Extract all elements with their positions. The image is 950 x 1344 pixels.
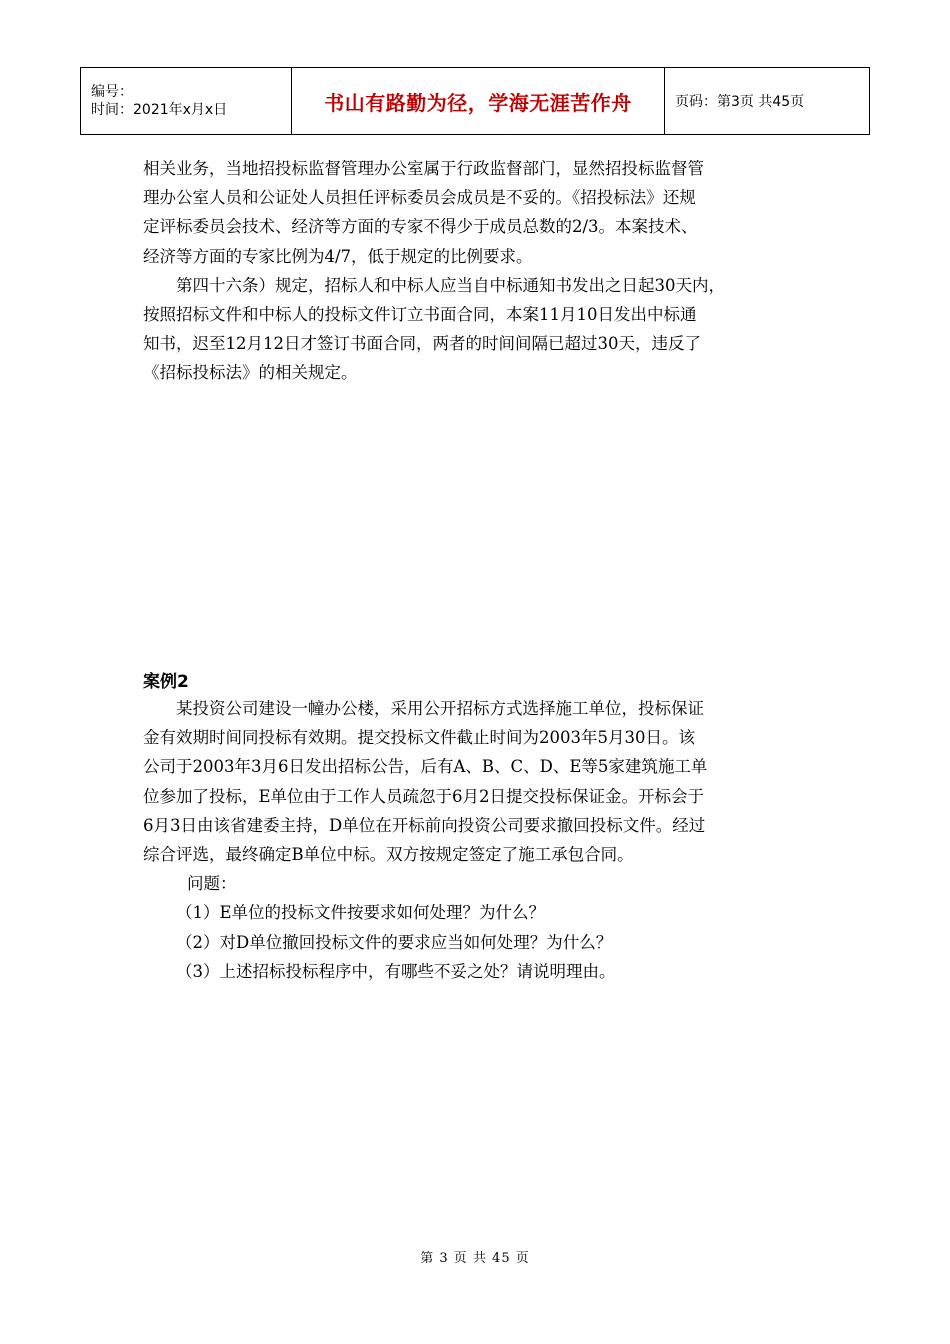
text-line: 综合评选，最终确定B单位中标。双方按规定签定了施工承包合同。 — [143, 845, 634, 865]
text-line: 相关业务，当地招投标监督管理办公室属于行政监督部门，显然招投标监督管 — [143, 159, 704, 178]
header-page-number: 页码：第3页 共45页 — [665, 68, 870, 135]
paragraph-2 — [143, 271, 813, 388]
text-line: 知书，迟至12月12日才签订书面合同，两者的时间间隔已超过30天，违反了 — [143, 334, 701, 354]
text-line: 理办公室人员和公证处人员担任评标委员会成员是不妥的。《招投标法》还规 — [143, 188, 696, 208]
question-3: （3）上述招标投标程序中，有哪些不妥之处？请说明理由。 — [176, 961, 616, 981]
text-line: 公司于2003年3月6日发出招标公告，后有A、B、C、D、E等5家建筑施工单 — [143, 757, 708, 777]
text-line: 位参加了投标，E单位由于工作人员疏忽于6月2日提交投标保证金。开标会于 — [143, 786, 705, 806]
text-line: 定评标委员会技术、经济等方面的专家不得少于成员总数的2/3。本案技术、 — [143, 217, 698, 237]
text-line: 按照招标文件和中标人的投标文件订立书面合同，本案11月10日发出中标通 — [143, 305, 697, 325]
case-2-title: 案例2 — [143, 672, 189, 692]
question-2: （2）对D单位撤回投标文件的要求应当如何处理？为什么？ — [176, 932, 613, 952]
text-line: 经济等方面的专家比例为4/7，低于规定的比例要求。 — [143, 246, 533, 266]
main-content — [143, 154, 813, 388]
paragraph-1 — [143, 154, 813, 271]
question-1: （1）E单位的投标文件按要求如何处理？为什么？ — [176, 903, 546, 923]
text-line: 6月3日由该省建委主持，D单位在开标前向投资公司要求撤回投标文件。经过 — [143, 815, 706, 835]
questions-label: 问题： — [187, 874, 237, 894]
serial-number-label: 编号： — [91, 84, 133, 100]
header-meta — [81, 68, 292, 135]
text-line: 《招标投标法》的相关规定。 — [143, 363, 358, 383]
case-2-paragraph — [143, 694, 813, 869]
page-header — [80, 67, 870, 135]
case-2-body — [143, 694, 813, 986]
text-line: 金有效期时间同投标有效期。提交投标文件截止时间为2003年5月30日。该 — [143, 728, 695, 748]
text-line: 某投资公司建设一幢办公楼，采用公开招标方式选择施工单位，投标保证 — [176, 699, 704, 718]
text-line: 第四十六条）规定，招标人和中标人应当自中标通知书发出之日起30天内， — [176, 275, 725, 295]
header-motto: 书山有路勤为径，学海无涯苦作舟 — [292, 68, 665, 135]
page-footer: 第 3 页 共 45 页 — [420, 1251, 530, 1266]
date-label: 时间：2021年x月x日 — [91, 102, 228, 118]
